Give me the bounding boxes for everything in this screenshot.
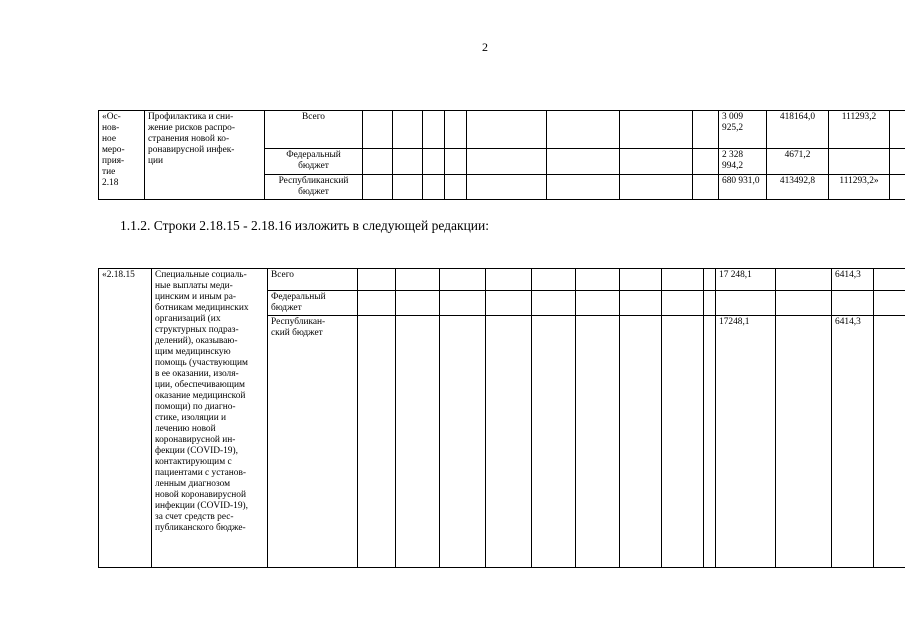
value-text: 413492,8 — [779, 176, 816, 186]
empty-cell — [445, 111, 467, 149]
value-text: 111293,2» — [839, 176, 879, 186]
value-text: 994,2 — [722, 161, 744, 171]
description-line: в ее оказании, изоля- — [155, 369, 239, 379]
table-stroka-2-18-15 — [98, 268, 905, 568]
empty-cell — [874, 269, 905, 291]
empty-cell — [704, 316, 716, 568]
row-header-line: 2.18 — [102, 178, 119, 188]
value-text: 17 248,1 — [719, 270, 752, 280]
funding-source-text: Федеральный — [286, 150, 341, 160]
empty-cell — [693, 175, 719, 200]
description-line: Профилактика и сни- — [148, 112, 234, 122]
funding-source-cell — [268, 316, 358, 568]
value-text: 680 931,0 — [722, 176, 760, 186]
value-text: 418164,0 — [779, 112, 816, 122]
table-osnovnoe-meropriyatie — [98, 110, 905, 200]
value-cell — [767, 149, 829, 175]
empty-cell — [467, 111, 547, 149]
empty-cell — [396, 316, 440, 568]
empty-cell — [547, 175, 620, 200]
value-cell — [776, 291, 832, 316]
empty-cell — [393, 111, 423, 149]
description-line: коронавирусной ин- — [155, 435, 236, 445]
funding-source-cell — [265, 111, 363, 149]
description-line: цинским и иным ра- — [155, 292, 237, 302]
page-number: 2 — [482, 40, 488, 54]
value-cell — [829, 175, 890, 200]
value-cell — [767, 175, 829, 200]
value-text: 3 009 — [722, 112, 744, 122]
value-cell — [832, 316, 874, 568]
empty-cell — [620, 111, 693, 149]
value-cell — [716, 316, 776, 568]
empty-cell — [358, 269, 396, 291]
empty-cell — [358, 291, 396, 316]
empty-cell — [874, 316, 905, 568]
empty-cell — [620, 316, 662, 568]
empty-cell — [467, 175, 547, 200]
value-cell — [719, 175, 767, 200]
empty-cell — [620, 149, 693, 175]
value-text: 111293,2 — [841, 112, 877, 122]
empty-cell — [423, 149, 445, 175]
funding-source-text: ский бюджет — [271, 328, 323, 338]
empty-cell — [532, 316, 576, 568]
empty-cell — [486, 269, 532, 291]
empty-cell — [486, 316, 532, 568]
description-line: помощи) по диагно- — [155, 402, 236, 412]
row-header-text: «2.18.15 — [102, 270, 135, 280]
value-cell — [832, 291, 874, 316]
empty-cell — [890, 175, 905, 200]
value-cell — [829, 149, 890, 175]
empty-cell — [358, 316, 396, 568]
funding-source-text: бюджет — [271, 303, 302, 313]
description-line: стике, изоляции и — [155, 413, 227, 423]
funding-source-text: бюджет — [298, 187, 329, 197]
value-text: 2 328 — [722, 150, 744, 160]
description-line: странения новой ко- — [148, 134, 230, 144]
funding-source-text: Федеральный — [271, 292, 326, 302]
empty-cell — [440, 269, 486, 291]
empty-cell — [662, 316, 704, 568]
description-line: помощь (участвующим — [155, 358, 248, 368]
value-text: 925,2 — [722, 123, 744, 133]
description-line: жение рисков распро- — [148, 123, 235, 133]
empty-cell — [486, 291, 532, 316]
empty-cell — [440, 291, 486, 316]
funding-source-text: Всего — [271, 270, 294, 280]
description-line: Специальные социаль- — [155, 270, 247, 280]
value-cell — [776, 269, 832, 291]
empty-cell — [363, 175, 393, 200]
row-header-line: прия- — [102, 156, 125, 166]
empty-cell — [704, 269, 716, 291]
empty-cell — [467, 149, 547, 175]
empty-cell — [576, 316, 620, 568]
empty-cell — [874, 291, 905, 316]
empty-cell — [363, 111, 393, 149]
empty-cell — [445, 149, 467, 175]
description-line: организаций (их — [155, 314, 221, 324]
row-header-line: нов- — [102, 123, 120, 133]
funding-source-cell — [268, 291, 358, 316]
value-text: 4671,2 — [784, 150, 811, 160]
empty-cell — [890, 149, 905, 175]
empty-cell — [363, 149, 393, 175]
value-text: 6414,3 — [835, 270, 861, 280]
empty-cell — [662, 291, 704, 316]
description-line: структурных подраз- — [155, 325, 239, 335]
funding-source-cell — [268, 269, 358, 291]
description-line: лечению новой — [155, 424, 216, 434]
instruction-text: 1.1.2. Строки 2.18.15 - 2.18.16 изложить в следующей редакции: — [120, 218, 490, 233]
description-line: ронавирусной инфек- — [148, 145, 235, 155]
value-cell — [767, 111, 829, 149]
description-line: делений), оказываю- — [155, 336, 238, 346]
value-cell — [829, 111, 890, 149]
empty-cell — [620, 291, 662, 316]
funding-source-cell — [265, 175, 363, 200]
description-line: щим медицинскую — [155, 347, 231, 357]
table1-description-cell — [145, 111, 265, 200]
empty-cell — [532, 291, 576, 316]
value-cell — [719, 111, 767, 149]
empty-cell — [396, 269, 440, 291]
empty-cell — [396, 291, 440, 316]
empty-cell — [693, 149, 719, 175]
empty-cell — [693, 111, 719, 149]
value-cell — [716, 291, 776, 316]
description-line: ные выплаты меди- — [155, 281, 233, 291]
description-line: пациентами с установ- — [155, 468, 247, 478]
empty-cell — [445, 175, 467, 200]
empty-cell — [393, 149, 423, 175]
description-line: новой коронавирусной — [155, 490, 247, 500]
empty-cell — [620, 269, 662, 291]
funding-source-text: Республиканский — [278, 176, 349, 186]
empty-cell — [440, 316, 486, 568]
empty-cell — [393, 175, 423, 200]
empty-cell — [547, 111, 620, 149]
description-line: инфекции (COVID-19), — [155, 501, 248, 511]
value-cell — [719, 149, 767, 175]
empty-cell — [576, 291, 620, 316]
funding-source-text: Республикан- — [271, 317, 326, 327]
empty-cell — [532, 269, 576, 291]
description-line: ботникам медицинских — [155, 303, 249, 313]
description-line: ленным диагнозом — [155, 479, 231, 489]
row-header-line: ное — [102, 134, 116, 144]
description-line: публиканского бюдже- — [155, 523, 246, 533]
description-line: фекции (COVID-19), — [155, 446, 238, 456]
empty-cell — [890, 111, 905, 149]
description-line: за счет средств рес- — [155, 512, 234, 522]
empty-cell — [662, 269, 704, 291]
table1-row-header-cell — [99, 111, 145, 200]
value-cell — [776, 316, 832, 568]
value-cell — [716, 269, 776, 291]
value-text: 17248,1 — [719, 317, 750, 327]
funding-source-text: бюджет — [298, 161, 329, 171]
description-line: ции — [148, 156, 164, 166]
funding-source-text: Всего — [302, 112, 325, 122]
table2-description-cell — [152, 269, 268, 568]
description-line: контактирующим с — [155, 457, 232, 467]
empty-cell — [547, 149, 620, 175]
row-header-line: «Ос- — [102, 112, 121, 122]
empty-cell — [423, 111, 445, 149]
value-text: 6414,3 — [835, 317, 861, 327]
table2-row-header-cell — [99, 269, 152, 568]
empty-cell — [620, 175, 693, 200]
empty-cell — [423, 175, 445, 200]
value-cell — [832, 269, 874, 291]
empty-cell — [576, 269, 620, 291]
row-header-line: меро- — [102, 145, 125, 155]
empty-cell — [704, 291, 716, 316]
row-header-line: тие — [102, 167, 116, 177]
description-line: оказание медицинской — [155, 391, 246, 401]
funding-source-cell — [265, 149, 363, 175]
description-line: ции, обеспечивающим — [155, 380, 245, 390]
